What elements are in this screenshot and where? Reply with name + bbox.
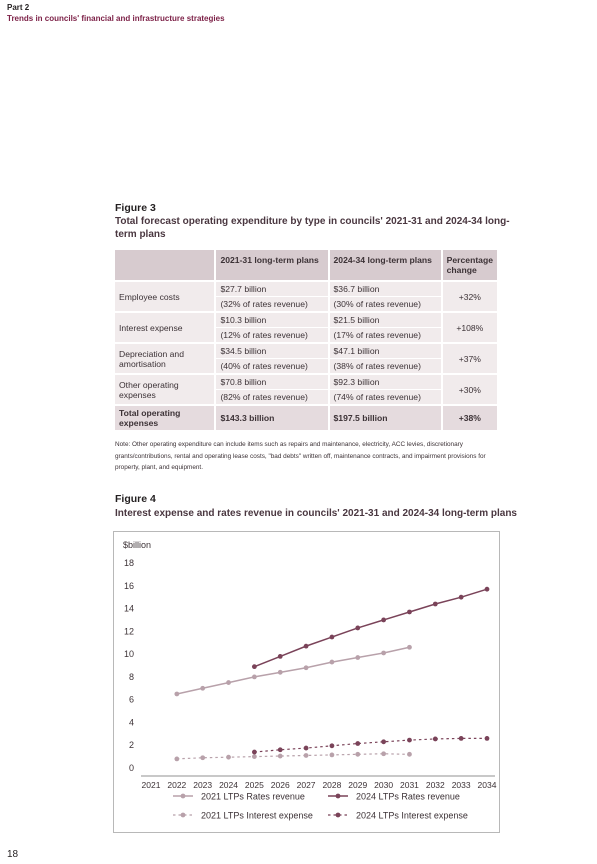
table-header-corner (115, 250, 216, 280)
data-point (252, 664, 257, 669)
cell-value: $36.7 billion (333, 284, 380, 294)
data-point (485, 736, 490, 741)
figure4-label: Figure 4 (115, 493, 156, 505)
cell-share: (40% of rates revenue) (216, 358, 327, 373)
table-row (115, 311, 497, 342)
total-2024: $197.5 billion (330, 404, 443, 430)
x-tick-label: 2021 (141, 780, 161, 790)
data-point (355, 752, 360, 757)
cell-2024 (330, 311, 443, 342)
cell-value: $47.1 billion (333, 346, 380, 356)
cell-change: +108% (443, 311, 497, 342)
row-label: Interest expense (115, 311, 216, 342)
line-chart-frame (113, 531, 500, 833)
y-tick-label: 12 (123, 626, 134, 637)
data-point (174, 756, 179, 761)
x-tick-label: 2028 (322, 780, 342, 790)
series-line-1 (177, 647, 410, 694)
x-tick-label: 2032 (425, 780, 445, 790)
data-point (304, 753, 309, 758)
figure4-title: Interest expense and rates revenue in councils' 2021-31 and 2024-34 long-term plans (115, 508, 517, 519)
data-point (252, 750, 257, 755)
chapter-title: Trends in councils' financial and infrastructure strategies (7, 14, 225, 23)
cell-value: $27.7 billion (220, 284, 267, 294)
cell-share: (74% of rates revenue) (330, 389, 441, 404)
x-tick-label: 2030 (374, 780, 394, 790)
x-tick-label: 2022 (167, 780, 187, 790)
row-label: Employee costs (115, 280, 216, 311)
data-point (226, 680, 231, 685)
cell-change: +37% (443, 342, 497, 373)
page-number: 18 (7, 849, 19, 860)
x-tick-label: 2029 (348, 780, 368, 790)
data-point (381, 651, 386, 656)
data-point (278, 747, 283, 752)
cell-2024 (330, 342, 443, 373)
table-header-2021: 2021-31 long-term plans (216, 250, 329, 280)
y-tick-label: 18 (123, 558, 134, 568)
row-label: Other operating expenses (115, 373, 216, 404)
total-change: +38% (443, 404, 497, 430)
y-tick-label: 16 (123, 580, 134, 591)
series-line-3 (177, 754, 410, 759)
data-point (200, 686, 205, 691)
data-point (381, 739, 386, 744)
data-point (355, 741, 360, 746)
cell-value: $70.8 billion (220, 377, 267, 387)
y-tick-label: 6 (128, 694, 134, 705)
expenditure-table (115, 250, 497, 430)
cell-share: (82% of rates revenue) (216, 389, 327, 404)
legend-label: 2024 LTPs Rates revenue (356, 791, 460, 802)
x-tick-label: 2027 (296, 780, 316, 790)
data-point (226, 755, 231, 760)
figure3-title: Total forecast operating expenditure by type in councils' 2021-31 and 2024-34 long-term plans (115, 216, 510, 240)
legend-swatch-marker (336, 794, 341, 799)
legend-swatch-marker (181, 794, 186, 799)
data-point (174, 692, 179, 697)
data-point (330, 743, 335, 748)
data-point (433, 602, 438, 607)
cell-change: +32% (443, 280, 497, 311)
data-point (407, 752, 412, 757)
x-tick-label: 2024 (219, 780, 238, 790)
data-point (252, 754, 257, 759)
table-row (115, 280, 497, 311)
data-point (459, 736, 464, 741)
data-point (407, 738, 412, 743)
data-point (433, 737, 438, 742)
cell-share: (12% of rates revenue) (216, 327, 327, 342)
cell-2021 (216, 311, 329, 342)
cell-share: (30% of rates revenue) (330, 296, 441, 311)
cell-share: (32% of rates revenue) (216, 296, 327, 311)
data-point (200, 755, 205, 760)
table-total-row (115, 404, 497, 430)
legend-label: 2024 LTPs Interest expense (356, 810, 468, 821)
data-point (381, 618, 386, 623)
data-point (459, 595, 464, 600)
table-header-row (115, 250, 497, 280)
data-point (304, 644, 309, 649)
cell-2021 (216, 373, 329, 404)
legend-swatch-marker (336, 813, 341, 818)
x-tick-label: 2033 (451, 780, 471, 790)
y-tick-label: 14 (123, 603, 134, 614)
y-tick-label: 2 (128, 740, 134, 751)
data-point (355, 655, 360, 660)
x-tick-label: 2034 (477, 780, 497, 790)
data-point (381, 751, 386, 756)
table-row (115, 373, 497, 404)
data-point (304, 665, 309, 670)
x-tick-label: 2025 (244, 780, 264, 790)
data-point (407, 645, 412, 650)
legend-label: 2021 LTPs Interest expense (201, 810, 313, 821)
y-tick-label: 4 (128, 717, 134, 728)
x-tick-label: 2023 (193, 780, 213, 790)
cell-value: $21.5 billion (333, 315, 380, 325)
data-point (304, 746, 309, 751)
data-point (252, 674, 257, 679)
table-note: Note: Other operating expenditure can include items such as repairs and maintenance, electricity, ACC levies, discretionary grants/contributions, rental and operating lease costs, "bad debts" written off, maintenance contracts, and impairment provisions for property, plant, and equipment. (115, 441, 486, 471)
cell-value: $92.3 billion (333, 377, 380, 387)
cell-2024 (330, 373, 443, 404)
cell-value: $10.3 billion (220, 315, 267, 325)
table-header-change: Percentage change (443, 250, 497, 280)
y-tick-label: 8 (128, 671, 134, 682)
data-point (407, 610, 412, 615)
cell-2021 (216, 280, 329, 311)
y-axis-label: $billion (123, 540, 152, 550)
part-label: Part 2 (7, 3, 30, 12)
cell-share: (38% of rates revenue) (330, 358, 441, 373)
x-tick-label: 2026 (270, 780, 290, 790)
cell-share: (17% of rates revenue) (330, 327, 441, 342)
table-row (115, 342, 497, 373)
total-label: Total operating expenses (115, 404, 216, 430)
data-point (278, 670, 283, 675)
data-point (330, 635, 335, 640)
legend-label: 2021 LTPs Rates revenue (201, 791, 305, 802)
cell-2021 (216, 342, 329, 373)
data-point (278, 754, 283, 759)
cell-value: $34.5 billion (220, 346, 267, 356)
x-tick-label: 2031 (400, 780, 419, 790)
line-chart (114, 532, 499, 832)
table-header-2024: 2024-34 long-term plans (330, 250, 443, 280)
y-tick-label: 10 (123, 649, 134, 660)
cell-change: +30% (443, 373, 497, 404)
series-line-4 (254, 738, 487, 752)
data-point (355, 626, 360, 631)
row-label: Depreciation and amortisation (115, 342, 216, 373)
total-2021: $143.3 billion (216, 404, 329, 430)
data-point (485, 587, 490, 592)
cell-2024 (330, 280, 443, 311)
y-tick-label: 0 (128, 763, 134, 773)
data-point (330, 753, 335, 758)
data-point (278, 654, 283, 659)
legend-swatch-marker (181, 813, 186, 818)
data-point (330, 660, 335, 665)
figure3-label: Figure 3 (115, 202, 156, 214)
